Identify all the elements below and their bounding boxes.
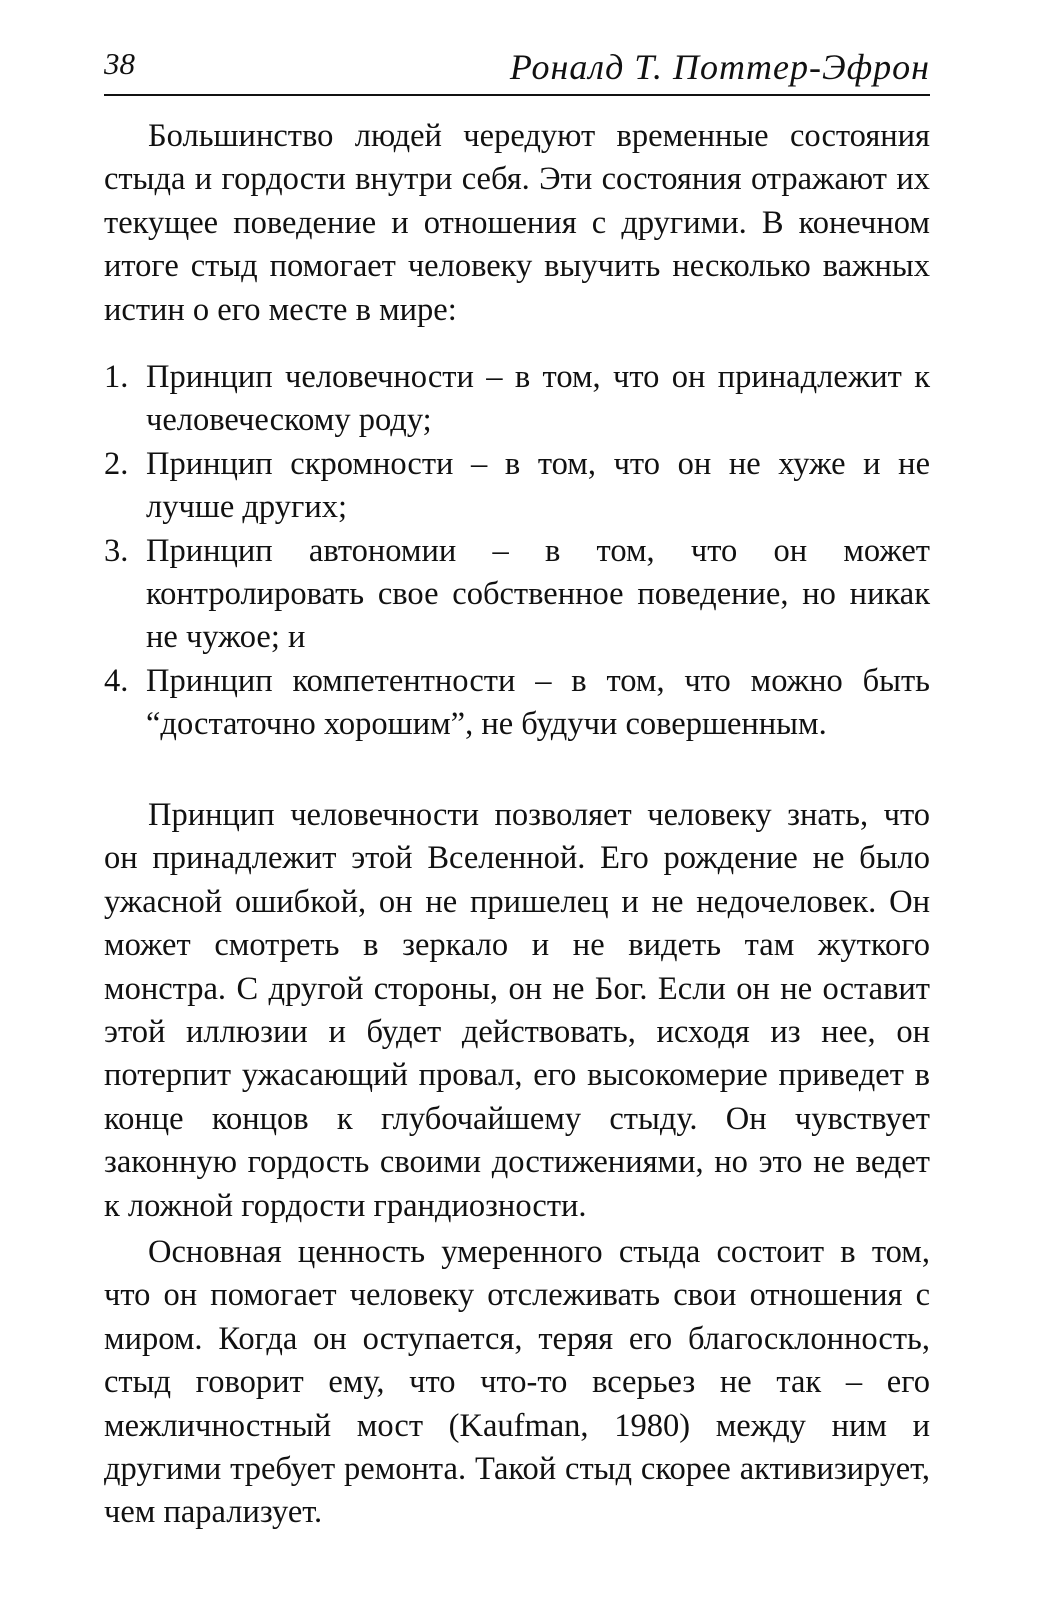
paragraph-text: Принцип человечности позволяет человеку знать, что он принадлежит этой Вселенной. Его рождение не было ужасной ошибкой, он не пришелец и не недочеловек. Он может смотреть в зеркало и не видеть там жуткого монстра. С другой стороны, он не Бог. Если он не оставит этой иллюзии и будет действовать, исходя из нее, он потерпит ужасающий провал, его высокомерие приведет в конце концов к глубочайшему стыду. Он чувствует законную гордость своими достижениями, но это не ведет к ложной гордости грандиозности.	[104, 797, 930, 1224]
list-item-number: 4.	[104, 662, 129, 699]
paragraph-text: Большинство людей чередуют временные состояния стыда и гордости внутри себя. Эти состояния отражают их текущее поведение и отношения с другими. В конечном итоге стыд помогает человеку выучить несколько важных истин о его месте в мире:	[104, 118, 930, 328]
paragraph-text: Основная ценность умеренного стыда состоит в том, что он помогает человеку отслеживать свои отношения с миром. Когда он оступается, теряя его благосклонность, стыд говорит ему, что что-то всерьез не так – его межличностный мост (Kaufman, 1980) между ним и другими требует ремонта. Такой стыд скорее активизирует, чем парализует.	[104, 1234, 930, 1531]
list-item-number: 1.	[104, 359, 129, 395]
list-item	[104, 356, 930, 443]
running-head-author: Роналд Т. Поттер-Эфрон	[509, 47, 930, 87]
list-item-number: 2.	[104, 445, 129, 482]
paragraph-moderate-shame	[104, 1231, 930, 1535]
paragraph-humanity	[104, 794, 930, 1228]
list-item	[104, 660, 930, 747]
running-header	[104, 44, 930, 96]
list-item-number: 3.	[104, 532, 129, 569]
page-number: 38	[104, 46, 135, 81]
list-item-text: Принцип скромности – в том, что он не хуже и не лучше других;	[146, 445, 930, 526]
list-item-text: Принцип автономии – в том, что он может контролировать свое собственное поведение, но никак не чужое; и	[146, 532, 930, 656]
list-item-text: Принцип компетентности – в том, что можно быть “достаточно хорошим”, не будучи совершенным.	[146, 662, 930, 743]
list-item-text: Принцип человечности – в том, что он принадлежит к человеческому роду;	[146, 359, 930, 439]
list-item	[104, 443, 930, 530]
paragraph-intro	[104, 115, 930, 332]
list-item	[104, 530, 930, 660]
principles-list	[104, 356, 930, 747]
